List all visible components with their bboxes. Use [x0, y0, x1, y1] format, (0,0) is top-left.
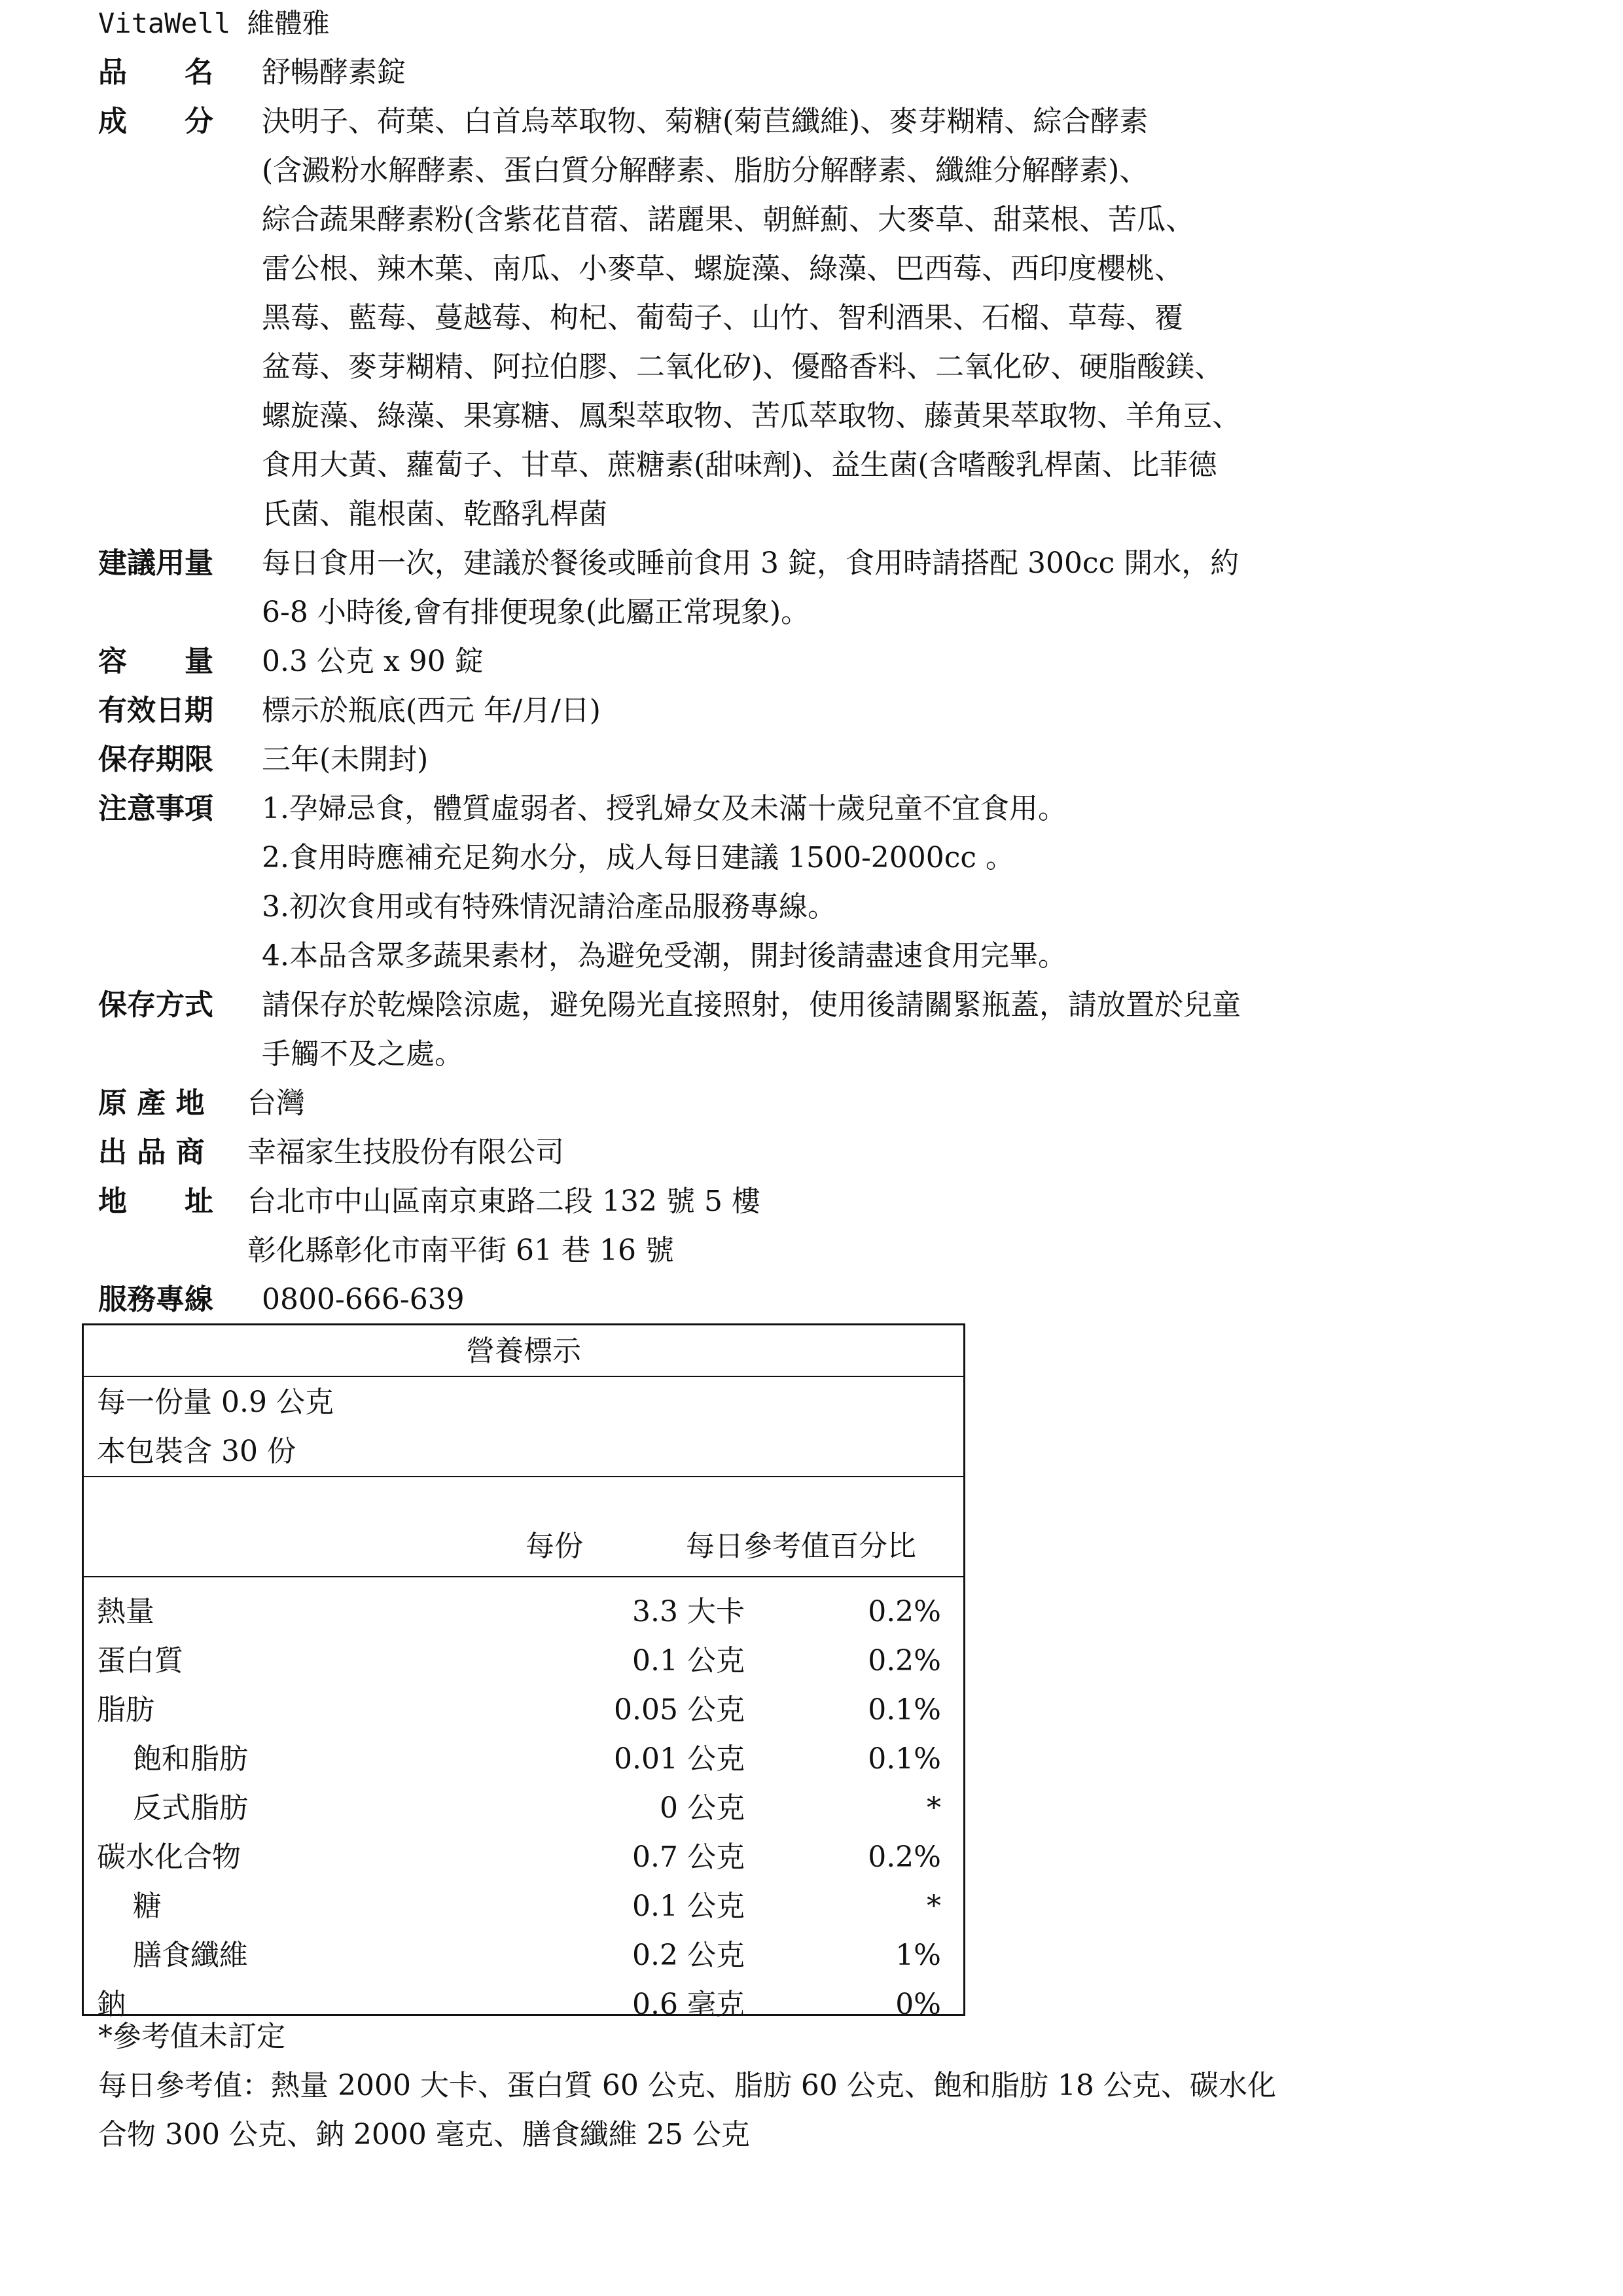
field-label: 成 分 — [98, 105, 213, 138]
nutrient-name: 糖 — [133, 1890, 162, 1923]
footnote: *參考值未訂定 — [98, 2020, 285, 2053]
nutrient-per-serving: 0.6 毫克 — [632, 1988, 745, 2021]
nutrient-name: 反式脂肪 — [133, 1791, 248, 1825]
daily-reference-line-1: 每日參考值：熱量 2000 大卡、蛋白質 60 公克、脂肪 60 公克、飽和脂肪 18 公克、碳水化 — [98, 2069, 1276, 2102]
nutrient-name: 飽和脂肪 — [133, 1742, 248, 1776]
nutrient-daily-percent: 0.1% — [868, 1693, 941, 1727]
field-value-line: 盆莓、麥芽糊精、阿拉伯膠、二氧化矽)、優酪香料、二氧化矽、硬脂酸鎂、 — [262, 350, 1224, 384]
column-header-daily-percent: 每日參考值百分比 — [686, 1530, 916, 1563]
field-value-line: 幸福家生技股份有限公司 — [247, 1136, 564, 1169]
table-divider — [84, 1576, 963, 1577]
nutrition-table — [82, 1323, 965, 2021]
nutrient-daily-percent: 0% — [895, 1988, 941, 2021]
field-value-line: 2.食用時應補充足夠水分，成人每日建議 1500-2000cc 。 — [262, 841, 1015, 874]
field-value-line: 1.孕婦忌食，體質虛弱者、授乳婦女及未滿十歲兒童不宜食用。 — [262, 792, 1067, 825]
nutrient-daily-percent: 0.2% — [868, 1644, 941, 1677]
field-value-line: 三年(未開封) — [262, 743, 429, 776]
nutrient-name: 熱量 — [97, 1595, 154, 1628]
field-label: 原 產 地 — [98, 1086, 205, 1120]
nutrition-title: 營養標示 — [466, 1335, 581, 1368]
field-label: 保存期限 — [98, 743, 213, 776]
table-divider — [84, 1476, 963, 1477]
nutrient-daily-percent: * — [927, 1890, 941, 1923]
nutrient-daily-percent: 0.1% — [868, 1742, 941, 1776]
field-label: 保存方式 — [98, 988, 213, 1022]
nutrient-name: 蛋白質 — [97, 1644, 183, 1677]
field-value-line: 0800-666-639 — [262, 1283, 465, 1316]
field-value-line: (含澱粉水解酵素、蛋白質分解酵素、脂肪分解酵素、纖維分解酵素)、 — [262, 154, 1149, 187]
nutrient-per-serving: 0 公克 — [660, 1791, 745, 1825]
field-label: 品 名 — [98, 56, 213, 89]
field-value-line: 請保存於乾燥陰涼處，避免陽光直接照射，使用後請關緊瓶蓋，請放置於兒童 — [262, 988, 1241, 1022]
field-value-line: 舒暢酵素錠 — [262, 56, 406, 89]
nutrient-daily-percent: * — [927, 1791, 941, 1825]
field-value-line: 決明子、荷葉、白首烏萃取物、菊糖(菊苣纖維)、麥芽糊精、綜合酵素 — [262, 105, 1149, 138]
brand-name: VitaWell 維體雅 — [98, 7, 330, 39]
field-label: 建議用量 — [98, 547, 213, 580]
nutrient-daily-percent: 0.2% — [868, 1840, 941, 1874]
field-value-line: 螺旋藻、綠藻、果寡糖、鳳梨萃取物、苦瓜萃取物、藤黃果萃取物、羊角豆、 — [262, 399, 1241, 433]
field-value-line: 每日食用一次，建議於餐後或睡前食用 3 錠，食用時請搭配 300cc 開水，約 — [262, 547, 1240, 580]
nutrient-per-serving: 0.05 公克 — [614, 1693, 745, 1727]
nutrient-per-serving: 0.7 公克 — [632, 1840, 745, 1874]
nutrient-name: 膳食纖維 — [133, 1939, 248, 1972]
nutrient-per-serving: 3.3 大卡 — [632, 1595, 745, 1628]
field-value-line: 3.初次食用或有特殊情況請洽產品服務專線。 — [262, 890, 836, 924]
field-value-line: 彰化縣彰化市南平街 61 巷 16 號 — [247, 1234, 674, 1267]
servings-per-pack: 本包裝含 30 份 — [97, 1435, 296, 1468]
field-value-line: 6-8 小時後,會有排便現象(此屬正常現象)。 — [262, 596, 810, 629]
field-value-line: 食用大黃、蘿蔔子、甘草、蔗糖素(甜味劑)、益生菌(含嗜酸乳桿菌、比菲德 — [262, 448, 1217, 482]
field-label: 容 量 — [98, 645, 213, 678]
field-label: 注意事項 — [98, 792, 213, 825]
column-header-per-serving: 每份 — [526, 1530, 583, 1563]
nutrient-per-serving: 0.2 公克 — [632, 1939, 745, 1972]
field-label: 有效日期 — [98, 694, 213, 727]
nutrient-daily-percent: 1% — [895, 1939, 941, 1972]
field-value-line: 台北市中山區南京東路二段 132 號 5 樓 — [247, 1185, 760, 1218]
field-value-line: 綜合蔬果酵素粉(含紫花苜蓿、諾麗果、朝鮮薊、大麥草、甜菜根、苦瓜、 — [262, 203, 1195, 236]
field-value-line: 雷公根、辣木葉、南瓜、小麥草、螺旋藻、綠藻、巴西莓、西印度櫻桃、 — [262, 252, 1183, 285]
field-value-line: 手觸不及之處。 — [262, 1037, 463, 1071]
serving-size: 每一份量 0.9 公克 — [97, 1386, 334, 1419]
field-value-line: 氏菌、龍根菌、乾酪乳桿菌 — [262, 497, 607, 531]
field-value-line: 黑莓、藍莓、蔓越莓、枸杞、葡萄子、山竹、智利酒果、石榴、草莓、覆 — [262, 301, 1183, 334]
field-value-line: 4.本品含眾多蔬果素材，為避免受潮，開封後請盡速食用完畢。 — [262, 939, 1067, 973]
nutrient-name: 鈉 — [97, 1988, 126, 2021]
field-value-line: 標示於瓶底(西元 年/月/日) — [262, 694, 601, 727]
field-label: 出 品 商 — [98, 1136, 205, 1169]
nutrient-per-serving: 0.1 公克 — [632, 1890, 745, 1923]
field-value-line: 台灣 — [247, 1086, 305, 1120]
field-label: 服務專線 — [98, 1283, 213, 1316]
nutrient-daily-percent: 0.2% — [868, 1595, 941, 1628]
daily-reference-line-2: 合物 300 公克、鈉 2000 毫克、膳食纖維 25 公克 — [98, 2118, 750, 2151]
nutrient-per-serving: 0.01 公克 — [614, 1742, 745, 1776]
field-label: 地 址 — [98, 1185, 213, 1218]
table-divider — [84, 1376, 963, 1377]
nutrient-name: 脂肪 — [97, 1693, 154, 1727]
nutrient-per-serving: 0.1 公克 — [632, 1644, 745, 1677]
field-value-line: 0.3 公克 x 90 錠 — [262, 645, 484, 678]
nutrient-name: 碳水化合物 — [97, 1840, 241, 1874]
